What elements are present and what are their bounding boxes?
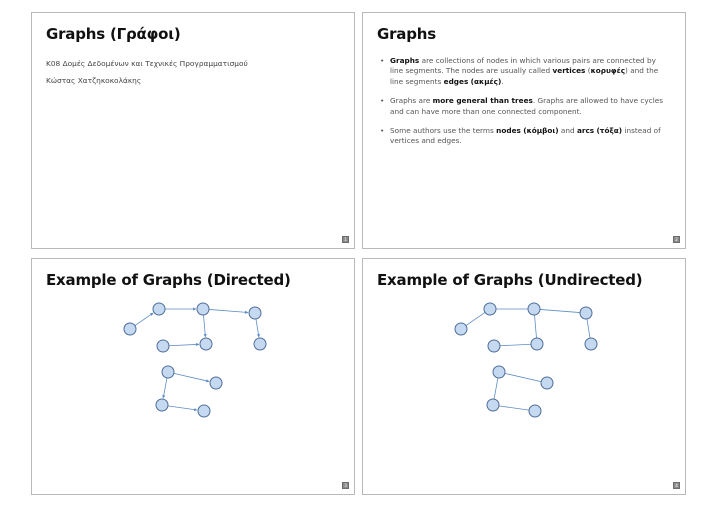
graph-node — [153, 303, 165, 315]
bullet-text: are collections of nodes in which various pairs are connected by line segments. The nodes are usually called — [390, 56, 656, 76]
graph-node — [254, 338, 266, 350]
author-name: Κώστας Χατζηκοκολάκης — [46, 76, 142, 85]
bullet-text: . Graphs are allowed to have cycles and can have more than one connected component. — [390, 96, 664, 116]
graph-edge — [587, 319, 590, 338]
slide-1 — [31, 12, 355, 249]
graph-node — [157, 340, 169, 352]
graph-node — [488, 340, 500, 352]
bold-term: Graphs — [390, 56, 420, 65]
course-name: Κ08 Δομές Δεδομένων και Τεχνικές Προγραμματισμού — [46, 59, 248, 68]
page-number: 1 — [342, 236, 349, 243]
graph-edge — [169, 344, 199, 345]
graph-node — [249, 307, 261, 319]
graph-node — [531, 338, 543, 350]
bullet-item — [379, 126, 671, 147]
graph-edge — [540, 309, 580, 312]
graph-node — [493, 366, 505, 378]
slide-title: Graphs — [377, 25, 436, 43]
slide-title: Example of Graphs (Undirected) — [377, 271, 643, 289]
graph-node — [156, 399, 168, 411]
bold-term: κορυφές — [590, 66, 626, 76]
graph-edge — [466, 312, 485, 325]
undirected-graph-diagram — [363, 259, 687, 496]
bullet-text: and — [558, 126, 577, 136]
bullet-dot: • — [380, 56, 385, 65]
slide-title: Graphs (Γράφοι) — [46, 25, 181, 43]
graph-edge — [500, 344, 531, 345]
graph-node — [580, 307, 592, 319]
bold-term: nodes — [496, 126, 521, 136]
bullet-dot: • — [380, 96, 385, 106]
graph-edge — [163, 378, 167, 398]
bullet-text: ( — [585, 66, 591, 76]
page-number: 2 — [673, 236, 680, 243]
graph-node — [162, 366, 174, 378]
graph-node — [541, 377, 553, 389]
graph-node — [210, 377, 222, 389]
bold-term: (κόμβοι) — [523, 126, 559, 136]
bullet-text: instead of vertices and edges. — [390, 126, 661, 146]
page-number: 3 — [342, 482, 349, 489]
bold-term: edges — [443, 76, 469, 86]
directed-graph-diagram — [32, 259, 356, 496]
bullet-text: Graphs are — [390, 96, 433, 106]
slide-2 — [362, 12, 686, 249]
graph-edge — [204, 315, 206, 337]
slide-title: Example of Graphs (Directed) — [46, 271, 291, 289]
bullet-text: ) and the line segments — [390, 66, 659, 86]
graph-node — [484, 303, 496, 315]
graph-edge — [209, 309, 248, 312]
graph-node — [455, 323, 467, 335]
graph-node — [200, 338, 212, 350]
graph-node — [585, 338, 597, 350]
bullet-item — [379, 56, 671, 87]
graph-edge — [535, 315, 537, 338]
graph-edge — [168, 406, 197, 410]
slide-4 — [362, 258, 686, 495]
graph-edge — [174, 373, 209, 381]
slide-3 — [31, 258, 355, 495]
graph-node — [198, 405, 210, 417]
bold-term: (ακμές) — [470, 76, 502, 86]
graph-edge — [135, 313, 153, 326]
bullet-text: . — [501, 76, 504, 86]
bullet-text: Some authors use the terms — [390, 126, 497, 136]
bullet-list — [379, 56, 671, 156]
bullet-dot: • — [380, 126, 385, 136]
graph-node — [528, 303, 540, 315]
graph-node — [529, 405, 541, 417]
bold-term: (τόξα) — [596, 126, 623, 136]
graph-node — [487, 399, 499, 411]
page-number: 4 — [673, 482, 680, 489]
graph-node — [124, 323, 136, 335]
graph-edge — [505, 373, 541, 381]
graph-edge — [494, 378, 498, 399]
bold-term: more general than trees — [432, 96, 533, 106]
bold-term: vertices — [552, 66, 586, 76]
bullet-item — [379, 96, 671, 117]
graph-edge — [499, 406, 529, 410]
graph-node — [197, 303, 209, 315]
graph-edge — [256, 319, 259, 337]
bold-term: arcs — [576, 126, 595, 136]
